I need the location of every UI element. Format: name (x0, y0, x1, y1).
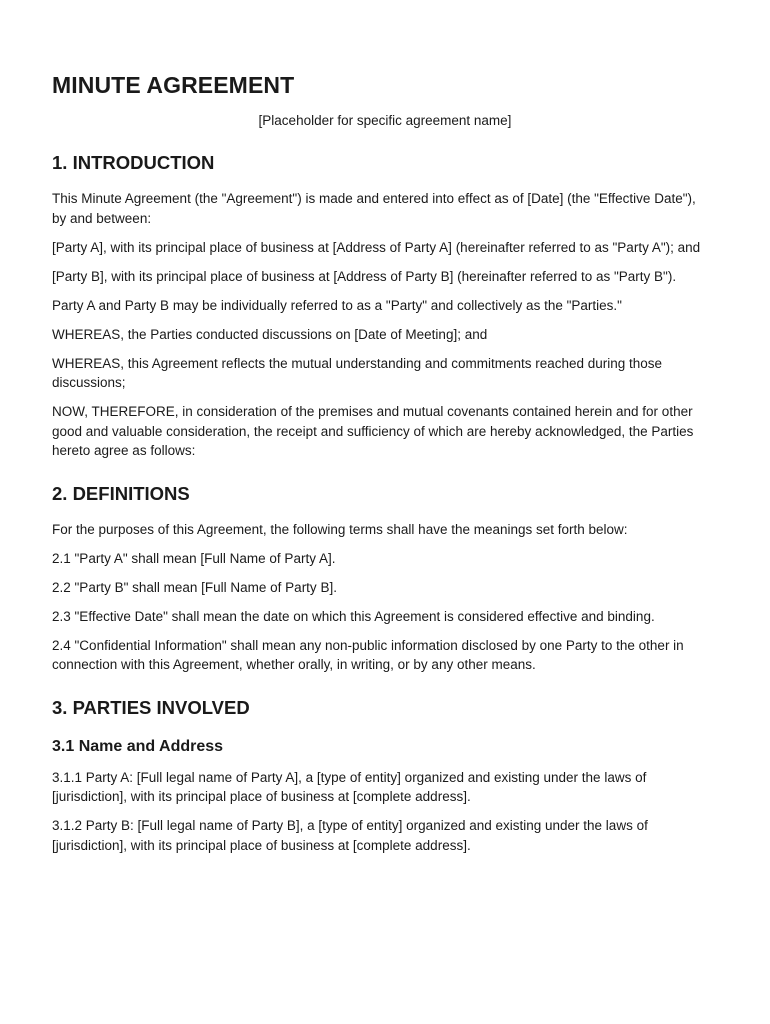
paragraph: NOW, THEREFORE, in consideration of the premises and mutual covenants contained herein and for other good and valuable consideration, the receipt and sufficiency of which are hereby acknowledged, the Parties hereto agree as follows: (52, 404, 694, 458)
subsection-heading: 3.1 Name and Address (52, 737, 224, 755)
paragraph: 3.1.2 Party B: [Full legal name of Party B], a [type of entity] organized and existing under the laws of [jurisdiction], with its principal place of business at [complete address]. (52, 818, 648, 853)
paragraph: 2.4 "Confidential Information" shall mean any non-public information disclosed by one Party to the other in connection with this Agreement, whether orally, in writing, or by any other means. (52, 637, 684, 672)
section-heading: 3. PARTIES INVOLVED (52, 696, 250, 718)
paragraph: 2.3 "Effective Date" shall mean the date on which this Agreement is considered effective and binding. (52, 608, 655, 624)
paragraph: This Minute Agreement (the "Agreement") is made and entered into effect as of [Date] (the "Effective Date"), by and between: (52, 191, 696, 226)
paragraph: WHEREAS, this Agreement reflects the mutual understanding and commitments reached during those discussions; (52, 355, 663, 390)
paragraph: Party A and Party B may be individually referred to as a "Party" and collectively as the "Parties." (52, 297, 622, 313)
paragraph: 2.2 "Party B" shall mean [Full Name of Party B]. (52, 579, 337, 595)
document-title: MINUTE AGREEMENT (52, 72, 295, 98)
section-heading: 2. DEFINITIONS (52, 482, 190, 504)
section-parties-involved (52, 696, 718, 856)
section-introduction (52, 151, 718, 461)
paragraph: 3.1.1 Party A: [Full legal name of Party A], a [type of entity] organized and existing under the laws of [jurisdiction], with its principal place of business at [complete address]. (52, 769, 647, 804)
paragraph: WHEREAS, the Parties conducted discussions on [Date of Meeting]; and (52, 326, 488, 342)
paragraph: 2.1 "Party A" shall mean [Full Name of Party A]. (52, 550, 336, 566)
paragraph: [Party A], with its principal place of business at [Address of Party A] (hereinafter referred to as "Party A"); and (52, 239, 701, 255)
section-definitions (52, 482, 718, 675)
paragraph: [Party B], with its principal place of business at [Address of Party B] (hereinafter referred to as "Party B"). (52, 268, 677, 284)
document-subtitle: [Placeholder for specific agreement name] (258, 113, 512, 128)
section-heading: 1. INTRODUCTION (52, 152, 215, 173)
paragraph: For the purposes of this Agreement, the following terms shall have the meanings set forth below: (52, 521, 628, 537)
